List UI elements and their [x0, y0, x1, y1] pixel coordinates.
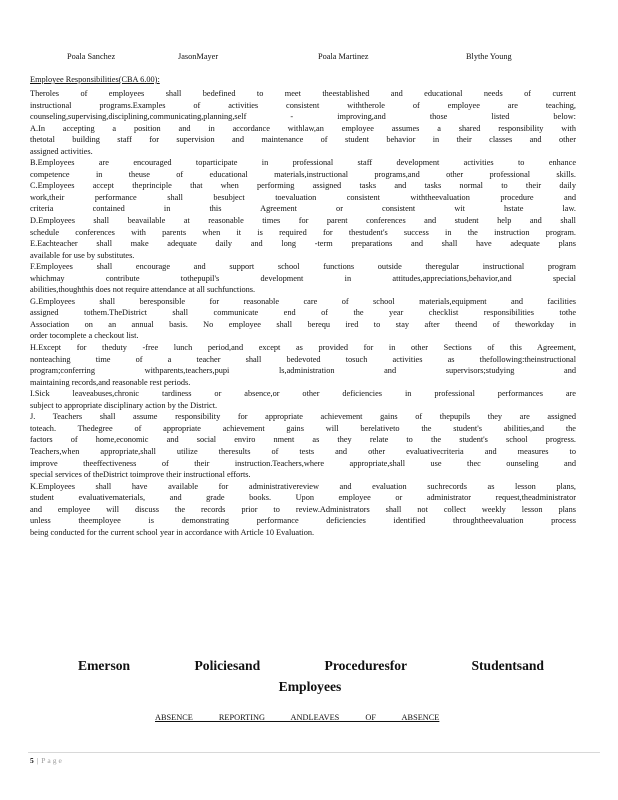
responsibilities-body [30, 88, 576, 538]
body-line: instructional programs.Examples of activities consistent withtherole of employee are teaching, [30, 100, 576, 110]
absence-heading: ABSENCE REPORTING ANDLEAVES OF ABSENCE [155, 713, 440, 722]
body-line: whichmay contribute tothepupil's development in attitudes,appreciations,behavior,and special [30, 273, 576, 283]
body-line: order tocomplete a checkout list. [30, 331, 139, 341]
body-line: counseling,supervising,disciplining,communicating,planning,self - improving,and those listed below: [30, 112, 576, 122]
footer-separator: | [36, 756, 39, 765]
author-name: Poala Sanchez [67, 52, 116, 61]
body-line: H.Except for theduty -free lunch period,and except as provided for in other Sections of this Agreement, [30, 343, 576, 353]
body-line: C.Employees accept theprinciple that when performing assigned tasks and tasks normal to their daily [30, 181, 576, 191]
section-title-word: Studentsand [471, 658, 544, 673]
body-line: Theroles of employees shall bedefined to meet theestablished and educational needs of current [30, 89, 576, 98]
page-number: 5 [30, 756, 34, 765]
body-line: abilities,thoughthis does not require attendance at all suchfunctions. [30, 285, 256, 295]
responsibilities-heading: Employee Responsibilities(CBA 6.00): [30, 75, 160, 84]
body-line: E.Eachteacher shall make adequate daily and long -term preparations and shall have adequate plans [30, 239, 576, 249]
body-line: Teachers,when appropriate,shall utilize theresults of tests and other evaluativecriteria and measures to [30, 446, 576, 456]
body-line: toteach. Thedegree of appropriate achievement gains will berelativeto the student's abilities,and the [30, 423, 576, 433]
body-line: thetotal building staff for supervision and maintenance of student behavior in their classes and other [30, 135, 576, 145]
body-line: student evaluativematerials, and grade books. Upon employee or administrator request,theadministrator [30, 493, 576, 503]
author-name: Blythe Young [466, 52, 512, 61]
section-title-word: Proceduresfor [324, 658, 408, 673]
body-line: competence in theuse of educational materials,instructional programs,and other professional skills. [30, 169, 576, 179]
body-line: factors of home,economic and social enviro nment as they relate to the student's school progress. [30, 435, 576, 445]
body-line: and employee will discuss the records prior to review.Administrators shall not collect weekly lesson plans [30, 504, 576, 514]
section-title [30, 655, 590, 697]
body-line: subject to appropriate disciplinary action by the District. [30, 400, 218, 410]
body-line: work,their performance shall besubject toevaluation consistent withtheevaluation procedure and [30, 192, 576, 202]
body-line: schedule conferences with parents when it is required for thestudent's success in the instruction program. [30, 227, 576, 237]
body-line: K.Employees shall have available for administrativereview and evaluation suchrecords as lesson plans, [30, 481, 576, 491]
body-line: assigned tothem.TheDistrict shall communicate end of the year checklist responsibilities tothe [30, 308, 576, 318]
body-line: improve theeffectiveness of their instruction.Teachers,where appropriate,shall use thec ounseling and [30, 458, 576, 468]
author-names-row [0, 52, 618, 66]
body-line: program;conferring withparents,teachers,pupi ls,administration and supervisors;studying and [30, 366, 576, 376]
footer-divider [28, 752, 600, 753]
section-title-word: Policiesand [194, 658, 261, 673]
page-footer [30, 756, 64, 765]
body-line: A.In accepting a position and in accordance withlaw,an employee assumes a shared responsibility with [30, 123, 576, 133]
body-line: special services of theDistrict toimprove their instructional efforts. [30, 470, 251, 480]
body-line: assigned activities. [30, 146, 93, 156]
section-title-word: Emerson [78, 658, 131, 673]
section-title-line2: Employees [278, 679, 342, 694]
body-line: nonteaching time of a teacher shall bedevoted tosuch activities as thefollowing:theinstructional [30, 354, 576, 364]
body-line: maintaining records,and reasonable rest periods. [30, 377, 191, 387]
body-line: available for use by substitutes. [30, 250, 135, 260]
body-line: unless theemployee is demonstrating performance deficiencies identified throughtheevaluation process [30, 516, 576, 526]
body-line: G.Employees shall beresponsible for reasonable care of school materials,equipment and facilities [30, 296, 576, 306]
body-line: F.Employees shall encourage and support school functions outside theregular instructional program [30, 262, 576, 272]
body-line: B.Employees are encouraged toparticipate in professional staff development activities to enhance [30, 158, 576, 168]
body-line: J. Teachers shall assume responsibility for appropriate achievement gains of thepupils they are assigned [30, 412, 576, 422]
author-name: Poala Martinez [318, 52, 369, 61]
body-line: D.Employees shall beavailable at reasonable times for parent conferences and student help and shall [30, 216, 576, 226]
body-line: I.Sick leaveabuses,chronic tardiness or absence,or other deficiencies in professional performances are [30, 389, 576, 399]
body-line: Association on an annual basis. No employee shall berequ ired to stay after theend of theworkday in [30, 319, 576, 329]
body-line: being conducted for the current school year in accordance with Article 10 Evaluation. [30, 527, 315, 537]
body-line: criteria contained in this Agreement or consistent wit hstate law. [30, 204, 576, 214]
page-label: Page [41, 756, 64, 765]
author-name: JasonMayer [178, 52, 219, 61]
